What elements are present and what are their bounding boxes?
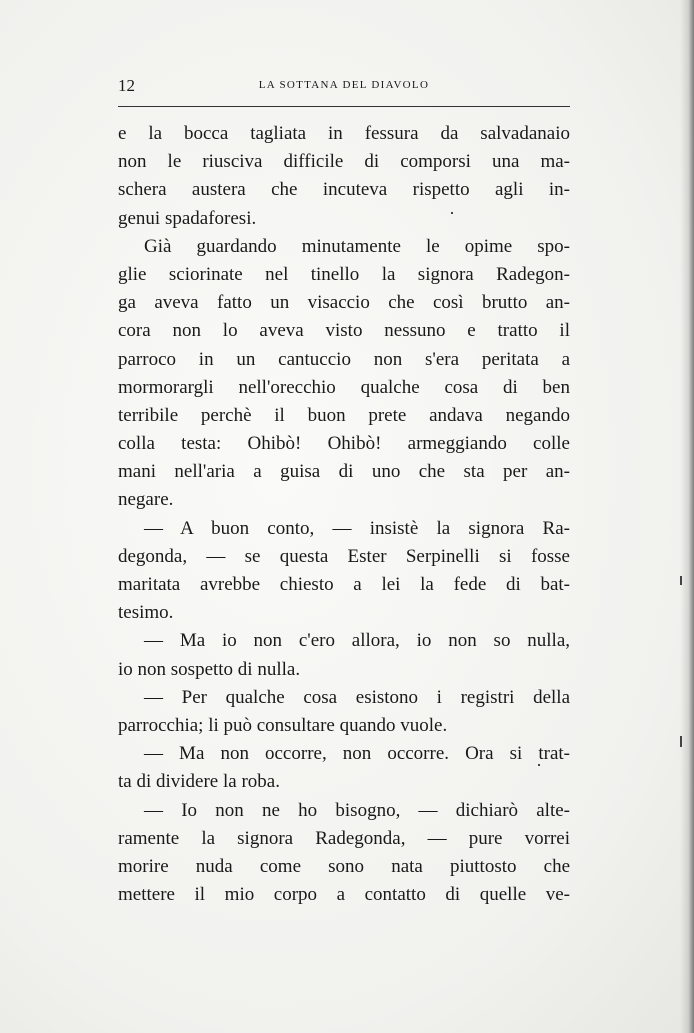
text-line: non le riusciva difficile di comporsi una ma- [118,151,570,173]
text-line: — Io non ne ho bisogno, — dichiarò alte- [144,799,570,821]
text-line: parrocchia; li può consultare quando vuole. [118,714,448,736]
page-edge-shadow [680,0,694,1033]
text-line: — Per qualche cosa esistono i registri della [144,686,570,708]
text-line: morire nuda come sono nata piuttosto che [118,855,570,877]
running-title: LA SOTTANA DEL DIAVOLO [258,79,430,91]
text-line: negare. [118,489,174,511]
text-line: io non sospetto di nulla. [118,658,301,680]
text-line: glie sciorinate nel tinello la signora Radegon- [118,263,570,285]
text-line: — Ma non occorre, non occorre. Ora si trat- [144,743,570,765]
text-line: colla testa: Ohibò! Ohibò! armeggiando colle [118,433,570,455]
text-line: ramente la signora Radegonda, — pure vorrei [118,827,570,849]
text-line: tesimo. [118,602,174,624]
scan-speck [451,212,453,214]
text-line: terribile perchè il buon prete andava negando [118,404,570,426]
page-header [118,76,570,100]
text-line: cora non lo aveva visto nessuno e tratto il [118,320,570,342]
text-line: e la bocca tagliata in fessura da salvadanaio [118,123,570,144]
scan-speck [538,764,540,766]
page-number: 12 [118,76,135,95]
text-line: degonda, — se questa Ester Serpinelli si fosse [118,545,570,567]
text-line: parroco in un cantuccio non s'era peritata a [118,348,570,370]
text-line: mani nell'aria a guisa di uno che sta per an- [118,461,570,483]
body-text [118,120,570,909]
text-line: ta di dividere la roba. [118,771,280,793]
text-line: genui spadaforesi. [118,207,257,229]
text-line: ga aveva fatto un visaccio che così brutto an- [118,292,570,314]
text-line: mormorargli nell'orecchio qualche cosa di ben [118,376,570,398]
text-line: mettere il mio corpo a contatto di quelle ve- [118,884,570,906]
text-line: maritata avrebbe chiesto a lei la fede di bat- [118,574,570,595]
text-line: — A buon conto, — insistè la signora Ra- [144,517,570,539]
text-line: — Ma io non c'ero allora, io non so nulla, [144,630,570,652]
text-line: Già guardando minutamente le opime spo- [144,235,570,257]
text-line: schera austera che incuteva rispetto agli in- [118,179,570,201]
header-rule [118,106,570,107]
